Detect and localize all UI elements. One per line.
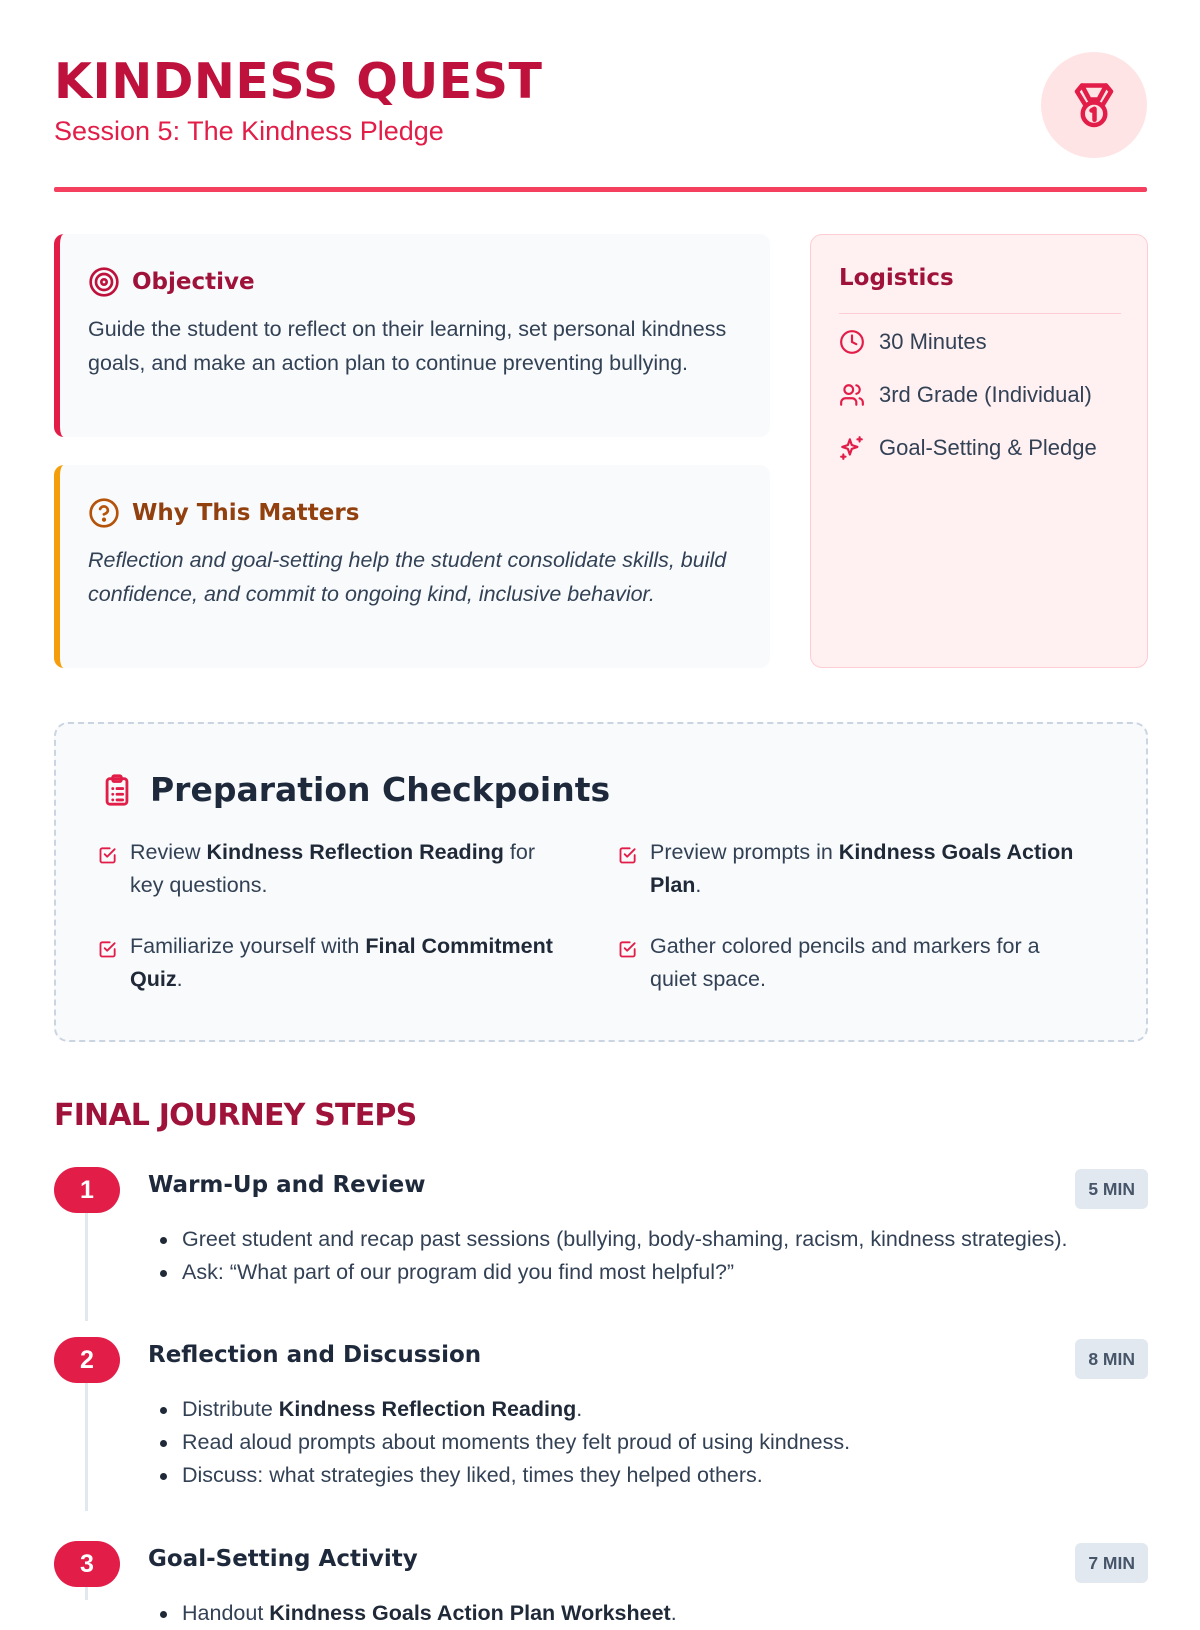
why-card	[54, 465, 770, 668]
sparkles-icon	[839, 435, 865, 461]
objective-card	[54, 234, 770, 437]
step-connector	[85, 1587, 88, 1600]
objective-label: Objective	[132, 269, 255, 295]
step-duration-badge: 5 MIN	[1075, 1169, 1148, 1209]
prep-item-text: Preview prompts in Kindness Goals Action Plan.	[650, 840, 1074, 897]
prep-item-2	[618, 836, 1088, 902]
check-square-icon	[98, 939, 118, 959]
users-icon	[839, 382, 865, 408]
prep-item-text: Gather colored pencils and markers for a quiet space.	[650, 934, 1040, 991]
list-item: Ask: “What part of our program did you find most helpful?”	[158, 1256, 1068, 1289]
step-2	[54, 1337, 1148, 1537]
step-connector	[85, 1213, 88, 1321]
prep-item-1	[98, 836, 568, 902]
step-title: Goal-Setting Activity	[148, 1546, 418, 1572]
logistics-format	[839, 435, 1097, 461]
medal-icon	[1064, 75, 1124, 135]
preparation-heading	[100, 770, 610, 809]
check-square-icon	[618, 939, 638, 959]
clipboard-list-icon	[100, 771, 134, 809]
page-header	[54, 52, 1147, 194]
step-title: Warm-Up and Review	[148, 1172, 426, 1198]
prep-item-text: Review Kindness Reflection Reading for key questions.	[130, 840, 536, 897]
list-item: Handout Kindness Goals Action Plan Worksheet.	[158, 1597, 677, 1630]
logistics-grade-text: 3rd Grade (Individual)	[879, 382, 1092, 407]
step-number: 1	[54, 1167, 120, 1213]
list-item: Greet student and recap past sessions (bullying, body-shaming, racism, kindness strategies).	[158, 1223, 1068, 1256]
step-1	[54, 1167, 1148, 1337]
step-bullets	[158, 1223, 1068, 1289]
clock-icon	[839, 329, 865, 355]
header-divider	[54, 187, 1147, 192]
list-item: Distribute Kindness Reflection Reading.	[158, 1393, 850, 1426]
step-number: 2	[54, 1337, 120, 1383]
logistics-title: Logistics	[839, 265, 954, 291]
why-heading	[88, 497, 359, 529]
logistics-panel	[810, 234, 1148, 668]
step-bullets	[158, 1393, 850, 1492]
step-number: 3	[54, 1541, 120, 1587]
objective-text: Guide the student to reflect on their learning, set personal kindness goals, and make an action plan to continue preventing bullying.	[88, 317, 727, 375]
step-title: Reflection and Discussion	[148, 1342, 482, 1368]
step-bullets	[158, 1597, 677, 1630]
page-title: KINDNESS QUEST	[54, 53, 543, 110]
step-3	[54, 1541, 1148, 1625]
question-circle-icon	[88, 497, 120, 529]
steps-section-title: FINAL JOURNEY STEPS	[54, 1098, 417, 1133]
preparation-checkpoints	[54, 722, 1148, 1042]
check-square-icon	[98, 845, 118, 865]
step-connector	[85, 1383, 88, 1511]
list-item: Discuss: what strategies they liked, times they helped others.	[158, 1459, 850, 1492]
logistics-divider	[839, 313, 1121, 314]
medal-badge	[1041, 52, 1147, 158]
logistics-duration-text: 30 Minutes	[879, 329, 987, 354]
objective-heading	[88, 266, 255, 298]
logistics-format-text: Goal-Setting & Pledge	[879, 435, 1097, 460]
logistics-grade	[839, 382, 1092, 408]
prep-item-text: Familiarize yourself with Final Commitment Quiz.	[130, 934, 553, 991]
step-duration-badge: 7 MIN	[1075, 1543, 1148, 1583]
why-text: Reflection and goal-setting help the student consolidate skills, build confidence, and commit to ongoing kind, inclusive behavior.	[88, 548, 727, 606]
prep-item-4	[618, 930, 1088, 996]
preparation-title: Preparation Checkpoints	[150, 770, 611, 809]
why-label: Why This Matters	[132, 500, 360, 526]
target-icon	[88, 266, 120, 298]
step-duration-badge: 8 MIN	[1075, 1339, 1148, 1379]
list-item: Read aloud prompts about moments they felt proud of using kindness.	[158, 1426, 850, 1459]
check-square-icon	[618, 845, 638, 865]
logistics-duration	[839, 329, 987, 355]
session-subtitle: Session 5: The Kindness Pledge	[54, 116, 444, 146]
prep-item-3	[98, 930, 568, 996]
